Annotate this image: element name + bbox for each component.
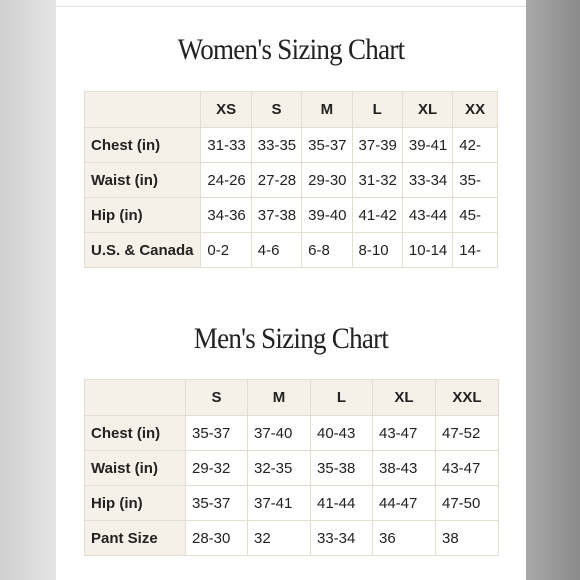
table-row (85, 128, 498, 163)
header-corner (85, 380, 186, 416)
men-size-table (84, 379, 499, 556)
table-cell: 35-37 (186, 416, 248, 451)
table-cell: 14- (453, 233, 498, 268)
table-cell: 33-34 (402, 163, 452, 198)
row-label: Pant Size (85, 521, 186, 556)
women-size-table (84, 91, 498, 268)
table-cell: 35-37 (302, 128, 352, 163)
table-cell: 39-41 (402, 128, 452, 163)
table-cell: 4-6 (251, 233, 301, 268)
row-label: Waist (in) (85, 451, 186, 486)
table-cell: 36 (373, 521, 436, 556)
table-cell: 41-42 (352, 198, 402, 233)
size-header: L (352, 92, 402, 128)
size-header: S (186, 380, 248, 416)
table-row (85, 486, 499, 521)
table-cell: 10-14 (402, 233, 452, 268)
table-row (85, 198, 498, 233)
table-cell: 27-28 (251, 163, 301, 198)
table-cell: 31-33 (201, 128, 251, 163)
size-header: L (311, 380, 373, 416)
table-cell: 41-44 (311, 486, 373, 521)
row-label: Waist (in) (85, 163, 201, 198)
women-chart-title: Women's Sizing Chart (177, 33, 405, 66)
size-header: XL (402, 92, 452, 128)
table-cell: 32 (248, 521, 311, 556)
size-header: XX (453, 92, 498, 128)
table-cell: 43-44 (402, 198, 452, 233)
size-header: M (302, 92, 352, 128)
table-cell: 47-52 (436, 416, 499, 451)
right-background (526, 0, 580, 580)
table-row (85, 451, 499, 486)
row-label: Chest (in) (85, 128, 201, 163)
table-cell: 32-35 (248, 451, 311, 486)
table-cell: 38-43 (373, 451, 436, 486)
table-cell: 35- (453, 163, 498, 198)
table-cell: 47-50 (436, 486, 499, 521)
table-cell: 38 (436, 521, 499, 556)
table-cell: 29-30 (302, 163, 352, 198)
table-cell: 33-34 (311, 521, 373, 556)
table-header-row (85, 92, 498, 128)
size-header: XXL (436, 380, 499, 416)
left-background (0, 0, 56, 580)
row-label: Hip (in) (85, 198, 201, 233)
table-cell: 28-30 (186, 521, 248, 556)
table-cell: 37-41 (248, 486, 311, 521)
table-row (85, 521, 499, 556)
size-header: M (248, 380, 311, 416)
row-label: Chest (in) (85, 416, 186, 451)
table-cell: 37-40 (248, 416, 311, 451)
table-cell: 24-26 (201, 163, 251, 198)
table-cell: 35-38 (311, 451, 373, 486)
table-cell: 35-37 (186, 486, 248, 521)
table-cell: 34-36 (201, 198, 251, 233)
table-cell: 43-47 (373, 416, 436, 451)
size-header: S (251, 92, 301, 128)
table-cell: 0-2 (201, 233, 251, 268)
table-cell: 29-32 (186, 451, 248, 486)
men-chart-title: Men's Sizing Chart (193, 322, 389, 355)
table-cell: 40-43 (311, 416, 373, 451)
table-row (85, 416, 499, 451)
row-label: Hip (in) (85, 486, 186, 521)
table-cell: 44-47 (373, 486, 436, 521)
row-label: U.S. & Canada (85, 233, 201, 268)
size-header: XS (201, 92, 251, 128)
table-header-row (85, 380, 499, 416)
table-cell: 43-47 (436, 451, 499, 486)
size-header: XL (373, 380, 436, 416)
header-corner (85, 92, 201, 128)
table-cell: 31-32 (352, 163, 402, 198)
table-cell: 33-35 (251, 128, 301, 163)
table-cell: 42- (453, 128, 498, 163)
table-row (85, 163, 498, 198)
table-cell: 37-39 (352, 128, 402, 163)
table-row (85, 233, 498, 268)
table-cell: 39-40 (302, 198, 352, 233)
table-cell: 37-38 (251, 198, 301, 233)
table-cell: 8-10 (352, 233, 402, 268)
table-cell: 6-8 (302, 233, 352, 268)
table-cell: 45- (453, 198, 498, 233)
sizing-page (56, 0, 526, 580)
